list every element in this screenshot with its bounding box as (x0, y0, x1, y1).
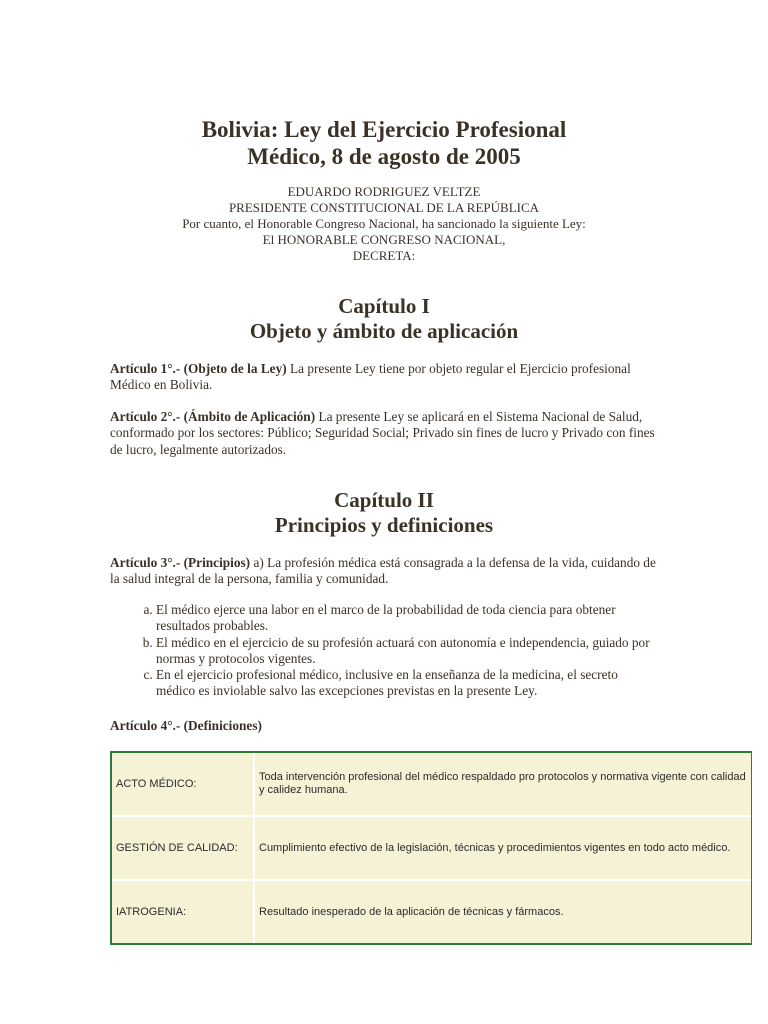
article-3-text: a) La profesión médica está consagrada a la defensa de la vida, cuidando de la salud integral de la persona, familia y comunidad. (110, 555, 656, 587)
table-row (112, 817, 751, 881)
chapter-1-number: Capítulo I (338, 294, 430, 318)
article-1-text: La presente Ley tiene por objeto regular el Ejercicio profesional Médico en Bolivia. (110, 361, 631, 393)
table-row (112, 881, 751, 943)
chapter-2-heading (110, 488, 658, 538)
chapter-1-heading (110, 294, 658, 344)
definition-term: IATROGENIA: (112, 881, 255, 943)
decree-word: DECRETA: (352, 248, 416, 263)
article-2 (110, 409, 658, 458)
chapter-2-name: Principios y definiciones (274, 513, 494, 537)
article-4-heading: Artículo 4°.- (Definiciones) (110, 718, 262, 733)
definition-term: ACTO MÉDICO: (112, 753, 255, 817)
title-line-2: Médico, 8 de agosto de 2005 (247, 144, 521, 169)
article-1 (110, 361, 658, 394)
definition-text: Toda intervención profesional del médico respaldado pro protocolos y normativa vigente con calidad y calidez humana. (255, 753, 751, 817)
article-2-text: La presente Ley se aplicará en el Sistema Nacional de Salud, conformado por los sectores: Público; Seguridad Social; Privado sin fines de lucro y Privado con fines de lucro, legalmente autorizados. (110, 409, 655, 457)
chapter-2-number: Capítulo II (334, 488, 434, 512)
definition-term: GESTIÓN DE CALIDAD: (112, 817, 255, 881)
definition-text: Cumplimiento efectivo de la legislación, técnicas y procedimientos vigentes en todo acto médico. (255, 817, 751, 881)
principles-list (110, 602, 658, 700)
promulgation-block (110, 184, 658, 264)
list-item: c. En el ejercicio profesional médico, inclusive en la enseñanza de la medicina, el secreto médico es inviolable salvo las excepciones previstas en la presente Ley. (156, 667, 658, 700)
article-1-heading: Artículo 1°.- (Objeto de la Ley) (110, 361, 287, 376)
article-4 (110, 718, 658, 734)
document-title (110, 116, 658, 170)
definitions-table (110, 751, 752, 945)
enactment-clause: Por cuanto, el Honorable Congreso Nacional, ha sancionado la siguiente Ley: (182, 216, 586, 231)
chapter-1-name: Objeto y ámbito de aplicación (249, 319, 519, 343)
title-line-1: Bolivia: Ley del Ejercicio Profesional (201, 117, 567, 142)
article-3-heading: Artículo 3°.- (Principios) (110, 555, 251, 570)
article-3 (110, 555, 658, 588)
article-2-heading: Artículo 2°.- (Ámbito de Aplicación) (110, 409, 316, 424)
list-item: a. El médico ejerce una labor en el marco de la probabilidad de toda ciencia para obtener resultados probables. (156, 602, 658, 635)
list-item: b. El médico en el ejercicio de su profesión actuará con autonomía e independencia, guiado por normas y protocolos vigentes. (156, 635, 658, 668)
president-title: PRESIDENTE CONSTITUCIONAL DE LA REPÚBLICA (228, 200, 540, 215)
president-name: EDUARDO RODRIGUEZ VELTZE (287, 184, 481, 199)
table-row (112, 753, 751, 817)
congress-name: El HONORABLE CONGRESO NACIONAL, (262, 232, 506, 247)
definition-text: Resultado inesperado de la aplicación de técnicas y fármacos. (255, 881, 751, 943)
